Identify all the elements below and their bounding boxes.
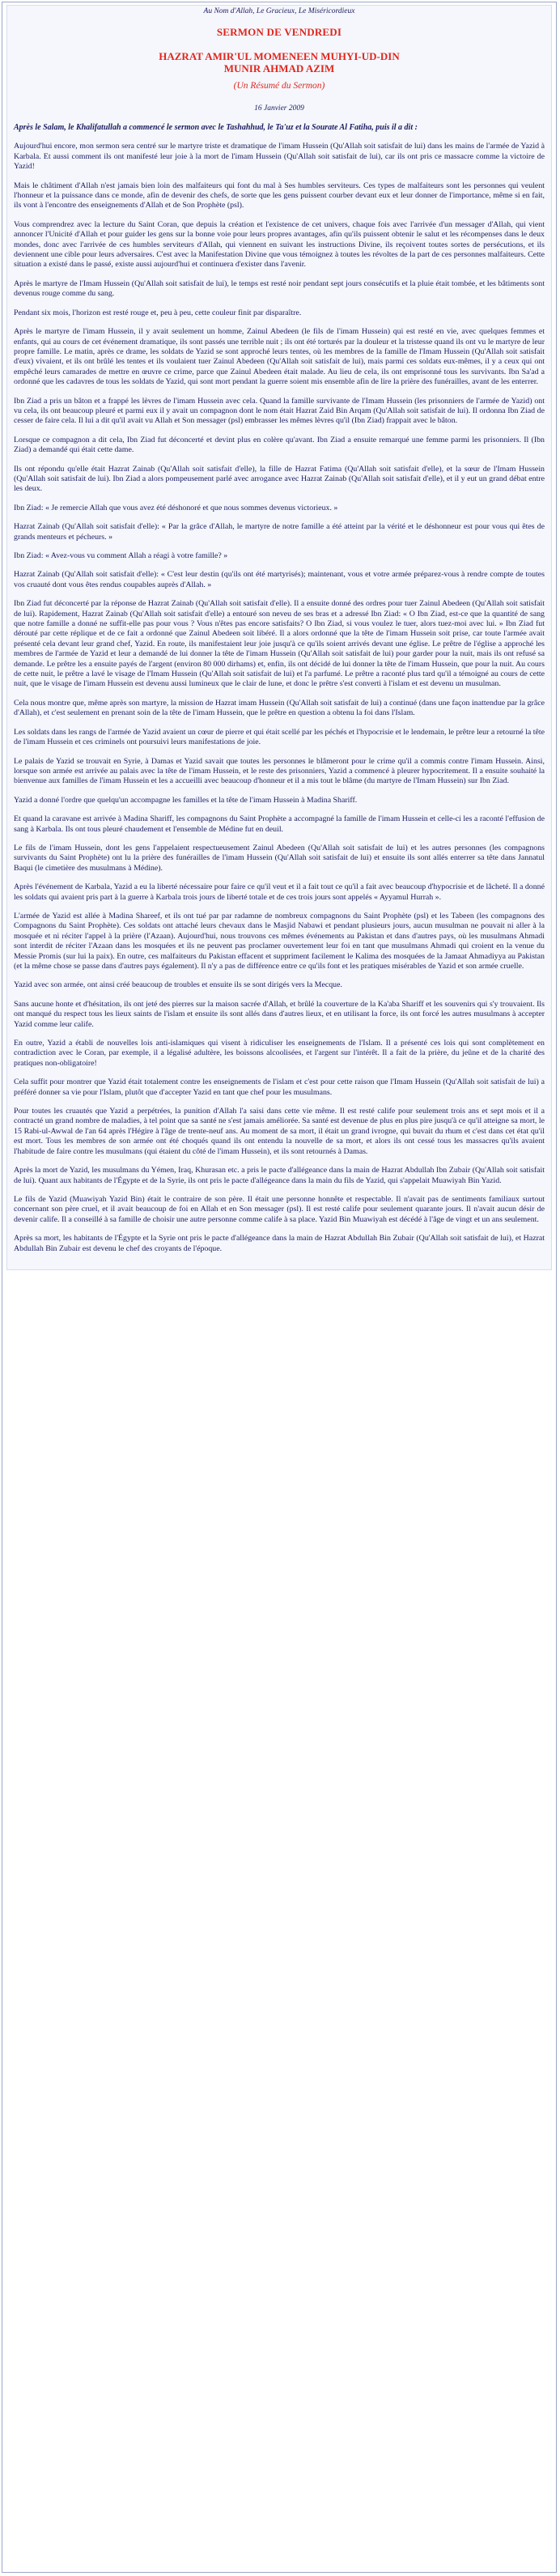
sermon-subtitle: (Un Résumé du Sermon) — [233, 81, 325, 91]
sermon-content — [6, 5, 552, 1270]
body-paragraph: Sans aucune honte et d'hésitation, ils ont jeté des pierres sur la maison sacrée d'Allah, et brûlé la couverture de la Ka'aba Shariff et les souvenirs qui s'y trouvaient. Ils ont manqué du respect tous les lieux saints de l'islam et ensuite ils sont allés dans d'autres lieux, et en utilisant la force, ils ont forcé les autres musulmans à accepter Yazid comme leur calife. — [14, 999, 545, 1029]
body-paragraph: Ibn Ziad a pris un bâton et a frappé les lèvres de l'imam Hussein avec cela. Quand la famille survivante de l'Imam Hussein (les prisonniers de l'armée de Yazid) ont vu cela, ils ont beaucoup pleuré et parmi eux il y avait un compagnon dont le nom était Hazrat Zaid Bin Arqam (Qu'Allah soit satisfait de lui). Il ordonna Ibn Ziad de cesser de faire cela. Il lui a dit qu'il avait vu Allah et Son messager (psl) embrasser les mêmes lèvres qu'il (Ibn Ziad) frappait avec le bâton. — [14, 396, 545, 426]
body-paragraph: Le palais de Yazid se trouvait en Syrie, à Damas et Yazid savait que toutes les personnes le blâmeront pour le crime qu'il a commis contre l'imam Hussein. Ainsi, lorsque son armée est arrivée au palais avec la tête de l'imam Hussein, et le reste des prisonniers, Yazid a commencé à pleurer hypocritement. Il a ensuite souhaité la bienvenue aux familles de l'imam Hussein et les a accueilli avec beaucoup d'honneur et il a mis tout le blâme (du martyre de l'Imam Hussein) sur Ibn Ziad. — [14, 756, 545, 786]
body-paragraph: Pour toutes les cruautés que Yazid a perpétrées, la punition d'Allah l'a saisi dans cette vie même. Il est resté calife pour seulement trois ans et sept mois et il a contracté un grand nombre de maladies, à tel point que sa santé ne s'est jamais améliorée. Sa santé est devenue de plus en plus pire jusqu'à ce qu'il atteigne sa mort, le 15 Rabi-ul-Awwal de l'an 64 après l'Hégire à l'âge de trente-neuf ans. Au moment de sa mort, il était un grand ivrogne, qui buvait du rhum et c'est dans cet état qu'il est mort. Tous les membres de son armée ont été choqués quand ils ont entendu la nouvelle de sa mort, et alors ils ont cessé tous les massacres qu'ils avaient l'habitude de faire contre les musulmans (qui étaient du côté de l'imam Hussein), et ils sont retournés à Damas. — [14, 1107, 545, 1156]
body-paragraph: Hazrat Zainab (Qu'Allah soit satisfait d'elle): « Par la grâce d'Allah, le martyre de notre famille a été atteint par la vérité et le déshonneur est pour vous qui êtes de grands menteurs et pécheurs. » — [14, 522, 545, 542]
body-paragraph: Ibn Ziad: « Je remercie Allah que vous avez été déshonoré et que nous sommes devenus victorieux. » — [14, 503, 338, 512]
body-paragraph: Et quand la caravane est arrivée à Madina Shariff, les compagnons du Saint Prophète a accompagné la famille de l'imam Hussein et celle-ci les a raconté l'effusion de sang à Karbala. Ils ont tous pleuré chaudement et l'ensemble de Médine fut en deuil. — [14, 814, 545, 834]
body-paragraph: Cela nous montre que, même après son martyre, la mission de Hazrat imam Hussein (Qu'Allah soit satisfait de lui) a continué (dans une façon inattendue par la grâce d'Allah), et c'est seulement en prenant soin de la tête de l'imam Hussein, que le prêtre en question a obtenu la foi dans l'Islam. — [14, 698, 545, 718]
body-paragraph: Après l'événement de Karbala, Yazid a eu la liberté nécessaire pour faire ce qu'il veut et il a fait tout ce qu'il a fait avec beaucoup d'hypocrisie et de lâcheté. Il a donné les soldats qui avaient pris part à la guerre à Karbala trois jours de liberté totale et de ces trois jours sont appelés « Ayyamul Hurrah ». — [14, 882, 545, 902]
basmala: Au Nom d'Allah, Le Gracieux, Le Miséricordieux — [203, 7, 355, 15]
body-paragraph: Après le martyre de l'imam Hussein, il y avait seulement un homme, Zainul Abedeen (le fils de l'imam Hussein) qui est resté en vie, avec quelques femmes et enfants, qui au cours de cet événement dramatique, ils sont passés une terrible nuit ; ils ont été torturés par la douleur et la tristesse quand ils ont vu le martyre de leur propre famille. Le matin, après ce drame, les soldats de Yazid se sont approché leurs tentes, où les membres de la famille de l'Imam Hussein (Qu'Allah soit satisfait d'eux) vivaient, et ils ont brûlé les tentes et ils voulaient tuer Zainul Abedeen (Qu'Allah soit satisfait de lui), mais parmi ces soldats eux-mêmes, il y a ceux qui ont empêché leurs camarades de mettre en œuvre ce crime, parce que Zainul Abedeen était malade. Au lieu de cela, ils ont emprisonné tous les survivants. Ibn Sa'ad a ordonné que les cadavres de tous les soldats de Yazid, qui sont mort pendant la guerre soient mis ensemble afin de lire la prière des funérailles, avant de les enterrer. — [14, 327, 545, 387]
body-paragraph: Ibn Ziad fut déconcerté par la réponse de Hazrat Zainab (Qu'Allah soit satisfait d'elle). Il a ensuite donné des ordres pour tuer Zainul Abedeen (Qu'Allah soit satisfait de lui). Rapidement, Hazrat Zainab (Qu'Allah soit satisfait d'elle) a entouré son neveu de ses bras et a adressé Ibn Ziad: « O Ibn Ziad, est-ce que la quantité de sang que notre famille a donné ne suffit-elle pas pour vous ? Vous n'êtes pas encore satisfaits? O Ibn Ziad, si vous voulez le tuer, alors tuez-moi avec lui. » Ibn Ziad fut dérouté par cette réplique et de ce fait a ordonné que Zainul Abedeen soit libéré. Il a alors ordonné que la tête de l'imam Hussein soit prise, car toute l'armée avait présenté cela devant leur grand chef, Yazid. En route, ils manifestaient leur joie jusqu'à ce qu'ils soient arrivés devant une église. Le prêtre de l'église a approché les membres de l'armée de Yazid et leur a demandé de lui donner la tête de l'imam Hussein (Qu'Allah soit satisfait de lui) pour garder pour la nuit, mais ils ont refusé sa demande. Le prêtre les a ensuite payés de l'argent (environ 80 000 dirhams) et, enfin, ils ont décidé de lui donner la tête de l'imam Hussein, que pour la nuit. Au cours de cette nuit, le prêtre a lavé le visage de l'Imam Hussein (Qu'Allah soit satisfait de lui) et l'a parfumé. Le prêtre a raconté plus tard qu'il a témoigné au cours de cette nuit, que le visage de l'imam Hussein est devenu aussi lumineux que le clair de lune, et donc le prêtre s'est converti à l'islam et est devenu un musulman. — [14, 599, 545, 689]
body-paragraph: Lorsque ce compagnon a dit cela, Ibn Ziad fut déconcerté et devint plus en colère qu'avant. Ibn Ziad a ensuite remarqué une femme parmi les prisonniers. Il (Ibn Ziad) a demandé qui était cette dame. — [14, 435, 545, 455]
body-paragraph: Hazrat Zainab (Qu'Allah soit satisfait d'elle): « C'est leur destin (qu'ils ont été martyrisés); maintenant, vous et votre armée préparez-vous à rendre compte de toutes vos cruauté dont vous êtes rendus coupables auprès d'Allah. » — [14, 570, 545, 589]
body-paragraph: Ibn Ziad: « Avez-vous vu comment Allah a réagi à votre famille? » — [14, 551, 228, 560]
page-frame — [2, 2, 557, 2573]
body-paragraph: Après la mort de Yazid, les musulmans du Yémen, Iraq, Khurasan etc. a pris le pacte d'allégeance dans la main de Hazrat Abdullah Ibn Zubair (Qu'Allah soit satisfait de lui). Quant aux habitants de l'Égypte et de la Syrie, ils ont pris le pacte d'allégeance dans la main du fils de Yazid, qui s'appelait Muawiyah Bin Yazid. — [14, 1166, 545, 1185]
body-paragraph: Vous comprendrez avec la lecture du Saint Coran, que depuis la création et l'existence de cet univers, chaque fois avec l'arrivée d'un messager d'Allah, qui vient annoncer l'Unicité d'Allah et pour guider les gens sur la bonne voie pour leurs propres avantages, afin qu'ils puissent obtenir le salut et les récompenses dans le deux mondes, donc avec l'arrivée de ces humbles serviteurs d'Allah, qui viennent en suivant les instructions Divine, ils reçoivent toutes sortes de persécutions, et ils deviennent une cible pour leurs adversaires. C'est avec la Manifestation Divine que vous témoignez à toutes les révoltes de la part de ces personnes malfaiteurs. Cette situation a existé dans le passé, existe aussi aujourd'hui et continuera d'exister dans l'avenir. — [14, 219, 545, 270]
sermon-title: SERMON DE VENDREDI — [216, 26, 342, 38]
body-paragraph: Pendant six mois, l'horizon est resté rouge et, peu à peu, cette couleur finit par disparaître. — [14, 308, 302, 317]
body-paragraph: Après le martyre de l'Imam Hussein (Qu'Allah soit satisfait de lui), le temps est resté noir pendant sept jours consécutifs et la pluie était tombée, et les bâtiments sont devenus rouge comme du sang. — [14, 278, 545, 299]
body-paragraph: Après sa mort, les habitants de l'Égypte et la Syrie ont pris le pacte d'allégeance dans la main de Hazrat Abdullah Bin Zubair (Qu'Allah soit satisfait de lui), et Hazrat Abdullah Bin Zubair est devenu le chef des croyants de l'époque. — [14, 1234, 545, 1253]
body-paragraph: Le fils de l'imam Hussein, dont les gens l'appelaient respectueusement Zainul Abedeen (Qu'Allah soit satisfait de lui) et les autres personnes (les compagnons survivants du Saint Prophète) ont lu la prière des funérailles de l'imam Hussein (Qu'Allah soit satisfait de lui) et ensuite ils sont allés enterrer sa tête dans Jannatul Baqui (le cimetière des musulmans à Médine). — [14, 843, 545, 873]
body-paragraph: Mais le châtiment d'Allah n'est jamais bien loin des malfaiteurs qui font du mal à Ses humbles serviteurs. Ces types de malfaiteurs sont les personnes qui veulent l'honneur et la puissance dans ce monde, afin de devenir des chefs, de sorte que les gens puissent courber devant eux et leur donner de l'importance, même si en fait, ils vont à l'encontre des enseignements d'Allah et de Son Prophète (psl). — [14, 181, 545, 210]
body-paragraph: Yazid avec son armée, ont ainsi créé beaucoup de troubles et ensuite ils se sont dirigés vers la Mecque. — [14, 980, 342, 990]
speaker-name — [14, 50, 545, 74]
sermon-body — [14, 142, 545, 1254]
body-paragraph: Aujourd'hui encore, mon sermon sera centré sur le martyre triste et dramatique de l'imam Hussein (Qu'Allah soit satisfait de lui) dans les mains de l'armée de Yazid à Karbala. Et aussi comment ils ont manifesté leur joie à la mort de l'imam Hussein (Qu'Allah soit satisfait de lui), car ils ont pris ce massacre comme la victoire de Yazid! — [14, 142, 545, 172]
body-paragraph: Yazid a donné l'ordre que quelqu'un accompagne les familles et la tête de l'imam Hussein à Madina Shariff. — [14, 795, 358, 805]
body-paragraph: Les soldats dans les rangs de l'armée de Yazid avaient un cœur de pierre et qui était scellé par les péchés et l'hypocrisie et le lendemain, le prêtre leur a retourné la tête de l'imam Hussein et ces criminels ont poursuivi leurs manifestations de joie. — [14, 727, 545, 747]
body-paragraph: Cela suffit pour montrer que Yazid était totalement contre les enseignements de l'islam et c'est pour cette raison que l'Imam Hussein (Qu'Allah soit satisfait de lui) a préféré donner sa vie pour l'Islam, plutôt que d'accepter Yazid en tant que chef pour les musulmans. — [14, 1078, 545, 1097]
body-paragraph: L'armée de Yazid est allée à Madina Shareef, et ils ont tué par par radamne de nombreux compagnons du Saint Prophète (psl) et les Tabeen (les compagnons des Compagnons du Saint Prophète). Ces soldats ont attaché leurs chevaux dans le Masjid Nabawi et pendant plusieurs jours, aucun musulman ne pouvait ni aller à la mosquée et ni réciter l'appel à la prière (l'Azaan). Aujourd'hui, nous trouvons ces mêmes événements au Pakistan et dans d'autres pays, où les musulmans Ahmadi sont interdit de réciter l'Azaan dans les mosquées et ils ne peuvent pas proclamer ouvertement leur foi en tant que musulmans Ahmadi qui croient en la venue du Messie Promis (sur lui la paix). En outre, ces malfaiteurs du Pakistan effacent et suppriment facilement le Kalima des mosquées de la Jamaat Ahmadiyya au Pakistan (et la même chose se passe dans d'autres pays également). Il n'y a pas de différence entre ce qu'ils font et les pratiques misérables de Yazid et son armée cruelle. — [14, 911, 545, 971]
speaker-line-1: HAZRAT AMIR'UL MOMENEEN MUHYI-UD-DIN — [159, 50, 400, 62]
speaker-line-2: MUNIR AHMAD AZIM — [223, 62, 335, 74]
body-paragraph: Le fils de Yazid (Muawiyah Yazid Bin) était le contraire de son père. Il était une personne honnête et respectable. Il n'avait pas de sentiments familiaux surtout concernant son père cruel, et il avait beaucoup de foi en Allah et en Son messager (psl). Il est resté calife pour seulement quarante jours. Il n'avait aucun désir de devenir calife. Il a conseillé à sa famille de choisir une autre personne comme calife à sa place. Yazid Bin Muawiyah est décédé à l'âge de vingt et un ans seulement. — [14, 1194, 545, 1224]
intro-paragraph: Après le Salam, le Khalifatullah a commencé le sermon avec le Tashahhud, le Ta'uz et la Sourate Al Fatiha, puis il a dit : — [14, 123, 418, 132]
body-paragraph: Ils ont répondu qu'elle était Hazrat Zainab (Qu'Allah soit satisfait d'elle), la fille de Hazrat Fatima (Qu'Allah soit satisfait d'elle), et la sœur de l'Imam Hussein (Qu'Allah soit satisfait de lui). Ibn Ziad a alors pompeusement parlé avec arrogance avec Hazrat Zainab (Qu'Allah soit satisfait d'elle), et il y eut un grand débat entre les deux. — [14, 464, 545, 494]
body-paragraph: En outre, Yazid a établi de nouvelles lois anti-islamiques qui visent à ridiculiser les enseignements de l'Islam. Il a présenté ces lois qui sont complètement en contradiction avec le Coran, par exemple, il a légalisé adultère, les boissons alcoolisées, et l'argent sur l'intérêt. Il a fait de la prière, du jeûne et de la charité des pratiques non-obligatoire! — [14, 1039, 545, 1068]
sermon-date: 16 Janvier 2009 — [254, 104, 304, 113]
